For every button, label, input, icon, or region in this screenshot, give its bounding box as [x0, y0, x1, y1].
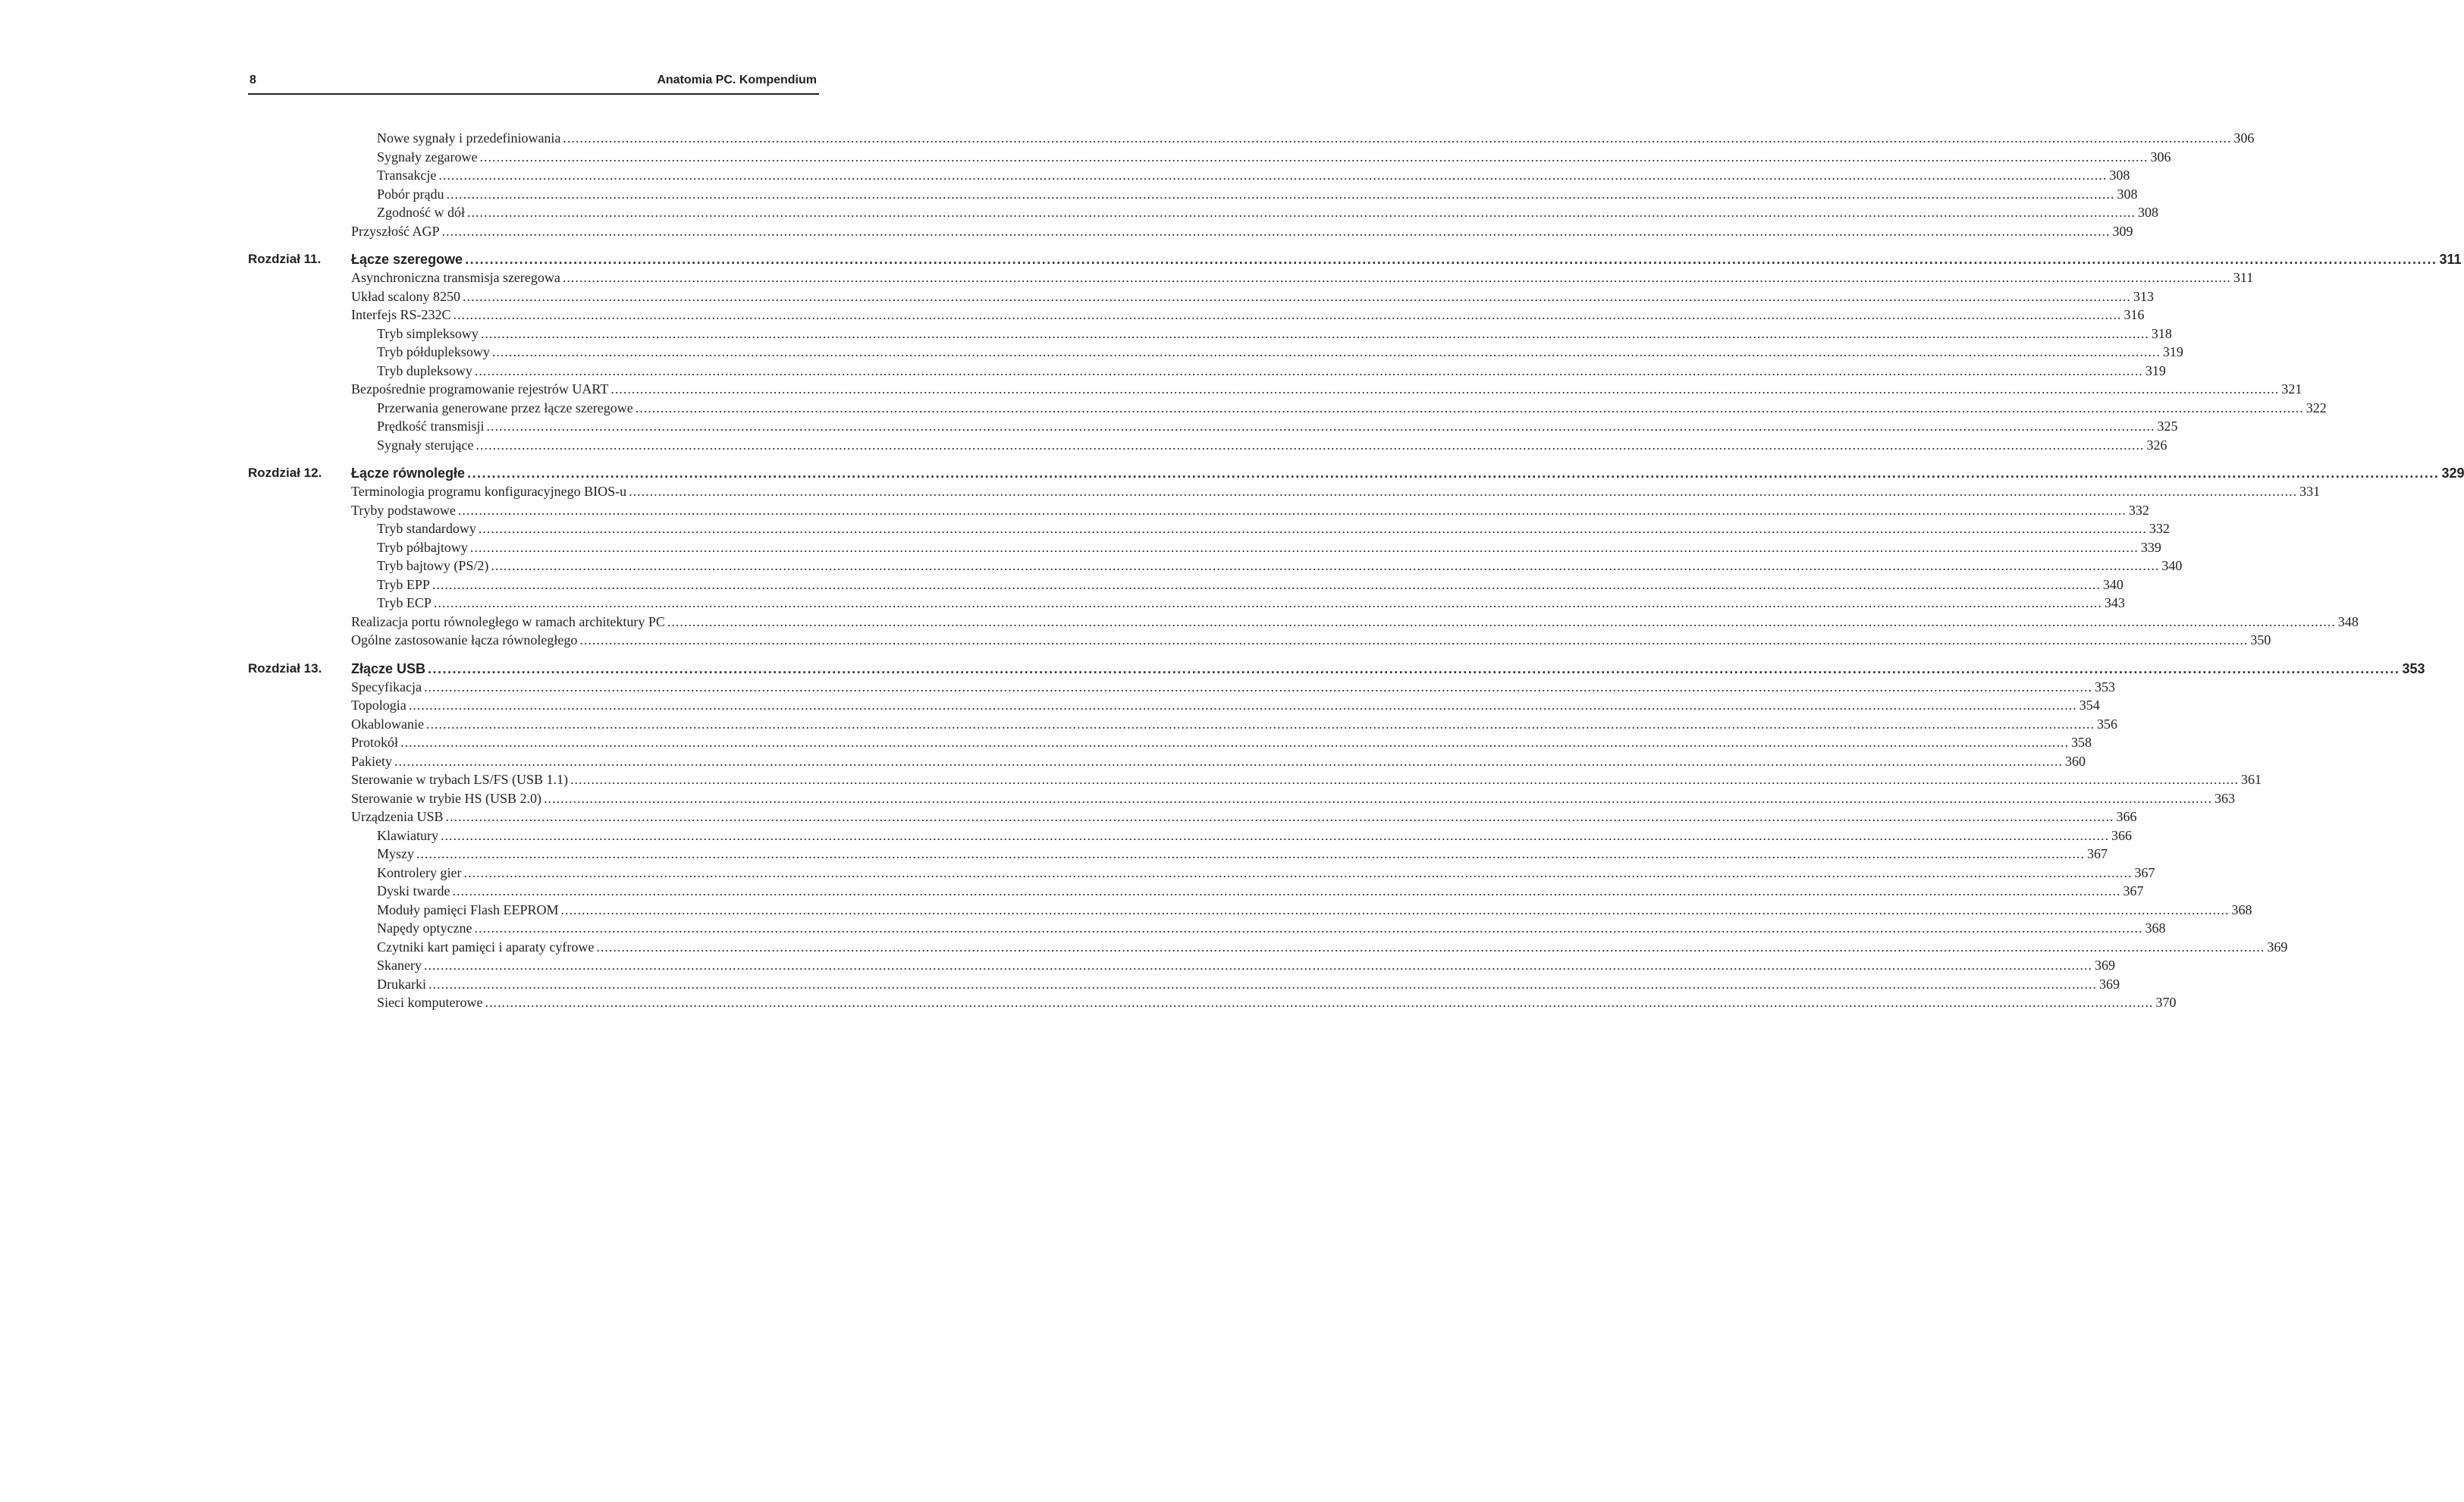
dot-leader: ................................................................................................................................................................................................................................................................................................................................................................................................................ — [463, 864, 2133, 880]
toc-entry-line — [377, 993, 2177, 1012]
dot-leader: ................................................................................................................................................................................................................................................................................................................................................................................................................ — [400, 735, 2070, 750]
entry-title: Łącze równoległe — [351, 466, 466, 481]
entry-title: Złącze USB — [351, 660, 426, 676]
chapter-label: Rozdział 11. — [248, 252, 322, 266]
toc-entry-line — [351, 770, 2262, 789]
toc-entry — [248, 519, 2170, 538]
dot-leader: ................................................................................................................................................................................................................................................................................................................................................................................................................ — [462, 288, 2131, 304]
toc-entry — [248, 594, 2125, 613]
entry-title: Skanery — [377, 958, 422, 973]
dot-leader: ................................................................................................................................................................................................................................................................................................................................................................................................................ — [486, 419, 2155, 434]
toc-entry-line — [377, 594, 2125, 613]
entry-title: Klawiatury — [377, 827, 438, 843]
page-ref: 368 — [2145, 920, 2166, 936]
dot-leader: ................................................................................................................................................................................................................................................................................................................................................................................................................ — [440, 827, 2109, 843]
page-ref: 308 — [2138, 205, 2158, 220]
chapter-heading — [248, 464, 2464, 482]
toc-entry-line — [377, 166, 2130, 185]
page-number: 8 — [250, 74, 256, 86]
page-ref: 370 — [2155, 995, 2177, 1010]
dot-leader: ................................................................................................................................................................................................................................................................................................................................................................................................................ — [560, 902, 2230, 917]
toc-entry-line — [351, 789, 2235, 808]
toc-entry-line — [351, 660, 2425, 678]
page-ref: 366 — [2116, 809, 2137, 824]
toc-entry — [248, 613, 2359, 632]
page-ref: 326 — [2146, 437, 2167, 453]
entry-title: Protokół — [351, 735, 399, 750]
dot-leader: ................................................................................................................................................................................................................................................................................................................................................................................................................ — [457, 502, 2127, 518]
page-ref: 306 — [2233, 130, 2255, 146]
entry-title: Układ scalony 8250 — [351, 288, 460, 304]
toc-entry-line — [377, 575, 2123, 594]
dot-leader: ................................................................................................................................................................................................................................................................................................................................................................................................................ — [445, 809, 2114, 824]
entry-title: Tryb dupleksowy — [377, 362, 472, 378]
dot-leader: ................................................................................................................................................................................................................................................................................................................................................................................................................ — [562, 270, 2231, 285]
page-ref: 340 — [2102, 576, 2123, 592]
dot-leader: ................................................................................................................................................................................................................................................................................................................................................................................................................ — [453, 307, 2122, 322]
dot-leader: ................................................................................................................................................................................................................................................................................................................................................................................................................ — [474, 362, 2143, 378]
entry-title: Kontrolery gier — [377, 864, 462, 880]
page-ref: 366 — [2111, 827, 2132, 843]
toc-entry — [248, 715, 2117, 734]
toc-entry-line — [377, 343, 2183, 362]
page-ref: 308 — [2109, 168, 2130, 183]
toc-entry-line — [377, 557, 2183, 575]
toc-entry-line — [377, 864, 2155, 883]
page-ref: 325 — [2157, 419, 2178, 434]
toc-entry-line — [351, 464, 2464, 482]
page-ref: 319 — [2162, 344, 2183, 359]
entry-title: Tryb standardowy — [377, 521, 476, 536]
toc-entry — [248, 203, 2158, 222]
page-ref: 350 — [2250, 632, 2271, 648]
page-ref: 343 — [2104, 595, 2125, 610]
page-ref: 319 — [2145, 362, 2166, 378]
entry-title: Tryby podstawowe — [351, 502, 456, 518]
dot-leader: ................................................................................................................................................................................................................................................................................................................................................................................................................ — [469, 539, 2139, 555]
dot-leader: ................................................................................................................................................................................................................................................................................................................................................................................................................ — [629, 484, 2298, 499]
toc-entry — [248, 166, 2130, 185]
entry-title: Ogólne zastosowanie łącza równoległego — [351, 632, 578, 648]
toc-entry — [248, 807, 2137, 826]
entry-title: Czytniki kart pamięci i aparaty cyfrowe — [377, 939, 595, 955]
entry-title: Sieci komputerowe — [377, 995, 483, 1010]
toc-entry — [248, 696, 2100, 715]
toc-entry — [248, 557, 2183, 575]
page-ref: 369 — [2098, 976, 2120, 992]
page-ref: 367 — [2087, 846, 2108, 861]
page-ref: 348 — [2337, 613, 2359, 629]
toc-entry — [248, 919, 2166, 938]
toc-entry — [248, 501, 2149, 520]
dot-leader: ................................................................................................................................................................................................................................................................................................................................................................................................................ — [416, 846, 2085, 861]
dot-leader: ................................................................................................................................................................................................................................................................................................................................................................................................................ — [467, 466, 2440, 481]
toc-entry-line — [377, 185, 2138, 204]
toc-entry-line — [351, 631, 2271, 650]
toc-entry-line — [377, 882, 2144, 901]
toc-entry-line — [351, 752, 2086, 771]
chapter-label: Rozdział 12. — [248, 466, 322, 480]
entry-title: Myszy — [377, 846, 414, 861]
page-ref: 329 — [2441, 466, 2464, 481]
dot-leader: ................................................................................................................................................................................................................................................................................................................................................................................................................ — [446, 186, 2115, 202]
toc-entry — [248, 148, 2171, 167]
dot-leader: ................................................................................................................................................................................................................................................................................................................................................................................................................ — [474, 920, 2143, 936]
entry-title: Tryb EPP — [377, 576, 430, 592]
page-ref: 318 — [2151, 325, 2172, 341]
entry-title: Prędkość transmisji — [377, 419, 485, 434]
dot-leader: ................................................................................................................................................................................................................................................................................................................................................................................................................ — [478, 521, 2147, 536]
dot-leader: ................................................................................................................................................................................................................................................................................................................................................................................................................ — [667, 613, 2336, 629]
dot-leader: ................................................................................................................................................................................................................................................................................................................................................................................................................ — [408, 698, 2077, 713]
entry-title: Tryb bajtowy (PS/2) — [377, 558, 489, 573]
toc-entry — [248, 287, 2154, 306]
entry-title: Nowe sygnały i przedefiniowania — [377, 130, 561, 146]
entry-title: Sterowanie w trybie HS (USB 2.0) — [351, 790, 541, 806]
toc-entry-line — [351, 268, 2254, 287]
page-ref: 308 — [2117, 186, 2138, 202]
page-ref: 367 — [2134, 864, 2155, 880]
toc-entry — [248, 538, 2161, 557]
entry-title: Topologia — [351, 698, 406, 713]
toc-entry-line — [377, 325, 2172, 343]
toc-entry — [248, 826, 2132, 845]
entry-title: Transakcje — [377, 168, 437, 183]
page-ref: 353 — [2094, 679, 2115, 695]
toc-entry-line — [377, 399, 2327, 418]
entry-title: Pakiety — [351, 753, 392, 769]
toc-entry-line — [377, 938, 2288, 957]
page-ref: 306 — [2150, 149, 2171, 165]
toc-entry — [248, 864, 2155, 883]
entry-title: Okablowanie — [351, 716, 424, 732]
page-ref: 353 — [2402, 660, 2425, 676]
entry-title: Tryb półdupleksowy — [377, 344, 490, 359]
toc-entry-line — [377, 919, 2166, 938]
toc-entry-line — [351, 715, 2117, 734]
page-ref: 340 — [2161, 558, 2183, 573]
dot-leader: ................................................................................................................................................................................................................................................................................................................................................................................................................ — [570, 772, 2239, 787]
dot-leader: ................................................................................................................................................................................................................................................................................................................................................................................................................ — [433, 595, 2102, 610]
toc-entry — [248, 733, 2092, 752]
dot-leader: ................................................................................................................................................................................................................................................................................................................................................................................................................ — [428, 976, 2097, 992]
toc-entry-line — [377, 845, 2108, 864]
toc-entry — [248, 129, 2255, 148]
toc-entry-line — [377, 538, 2161, 557]
toc-entry-line — [351, 250, 2462, 268]
toc-entry — [248, 362, 2166, 381]
toc-entry — [248, 436, 2167, 455]
page-ref: 332 — [2149, 521, 2170, 536]
page-ref: 367 — [2123, 883, 2144, 898]
dot-leader: ................................................................................................................................................................................................................................................................................................................................................................................................................ — [491, 558, 2160, 573]
entry-title: Łącze szeregowe — [351, 252, 463, 267]
toc-entry-line — [351, 807, 2137, 826]
page-ref: 358 — [2071, 735, 2092, 750]
dot-leader: ................................................................................................................................................................................................................................................................................................................................................................................................................ — [423, 958, 2092, 973]
dot-leader: ................................................................................................................................................................................................................................................................................................................................................................................................................ — [432, 576, 2101, 592]
page-ref: 311 — [2233, 270, 2254, 285]
toc-entry-line — [351, 613, 2359, 632]
dot-leader: ................................................................................................................................................................................................................................................................................................................................................................................................................ — [491, 344, 2161, 359]
dot-leader: ................................................................................................................................................................................................................................................................................................................................................................................................................ — [452, 883, 2121, 898]
toc-entry-line — [377, 901, 2252, 920]
entry-title: Tryb ECP — [377, 595, 432, 610]
dot-leader: ................................................................................................................................................................................................................................................................................................................................................................................................................ — [485, 995, 2154, 1010]
toc-entry-line — [377, 826, 2132, 845]
toc-entry — [248, 882, 2144, 901]
dot-leader: ................................................................................................................................................................................................................................................................................................................................................................................................................ — [563, 130, 2232, 146]
page-header — [248, 71, 819, 95]
dot-leader: ................................................................................................................................................................................................................................................................................................................................................................................................................ — [476, 437, 2145, 453]
toc-entry-line — [351, 380, 2302, 399]
toc-entry — [248, 268, 2254, 287]
toc-entry — [248, 325, 2172, 343]
toc-entry-line — [351, 482, 2321, 501]
toc-entry — [248, 399, 2327, 418]
entry-title: Bezpośrednie programowanie rejestrów UART — [351, 381, 609, 397]
page-ref: 368 — [2231, 902, 2252, 917]
toc-entry-line — [351, 306, 2145, 325]
dot-leader: ................................................................................................................................................................................................................................................................................................................................................................................................................ — [438, 168, 2108, 183]
toc-entry — [248, 631, 2271, 650]
entry-title: Specyfikacja — [351, 679, 422, 695]
toc-entry-line — [377, 129, 2255, 148]
toc-entry-line — [351, 678, 2115, 697]
toc-entry-line — [351, 222, 2133, 241]
toc-entry-line — [351, 287, 2154, 306]
toc-entry-line — [377, 417, 2178, 436]
toc-entry — [248, 678, 2115, 697]
toc-entry — [248, 789, 2235, 808]
chapter-heading — [248, 660, 2425, 678]
toc-entry-line — [351, 501, 2149, 520]
page-ref: 354 — [2079, 698, 2100, 713]
entry-title: Drukarki — [377, 976, 426, 992]
toc-entry — [248, 901, 2252, 920]
page-ref: 322 — [2305, 400, 2327, 415]
entry-title: Asynchroniczna transmisja szeregowa — [351, 270, 560, 285]
dot-leader: ................................................................................................................................................................................................................................................................................................................................................................................................................ — [596, 939, 2265, 955]
entry-title: Urządzenia USB — [351, 809, 444, 824]
entry-title: Dyski twarde — [377, 883, 450, 898]
dot-leader: ................................................................................................................................................................................................................................................................................................................................................................................................................ — [465, 252, 2437, 267]
toc-entry — [248, 343, 2183, 362]
dot-leader: ................................................................................................................................................................................................................................................................................................................................................................................................................ — [425, 716, 2095, 732]
entry-title: Przyszłość AGP — [351, 223, 440, 239]
page-ref: 331 — [2299, 484, 2321, 499]
toc-entry — [248, 770, 2262, 789]
toc-entry-line — [377, 519, 2170, 538]
entry-title: Realizacja portu równoległego w ramach architektury PC — [351, 613, 665, 629]
page-ref: 332 — [2128, 502, 2149, 518]
chapter-heading — [248, 250, 2462, 268]
toc-entry — [248, 417, 2178, 436]
entry-title: Pobór prądu — [377, 186, 444, 202]
toc-entry — [248, 938, 2288, 957]
page-ref: 369 — [2094, 958, 2115, 973]
page-ref: 313 — [2133, 288, 2154, 304]
toc-entry-line — [377, 956, 2115, 975]
toc-entry — [248, 956, 2115, 975]
entry-title: Moduły pamięci Flash EEPROM — [377, 902, 559, 917]
dot-leader: ................................................................................................................................................................................................................................................................................................................................................................................................................ — [635, 400, 2304, 415]
entry-title: Sygnały zegarowe — [377, 149, 478, 165]
toc-entry — [248, 993, 2177, 1012]
entry-title: Sygnały sterujące — [377, 437, 474, 453]
page-ref: 356 — [2096, 716, 2117, 732]
dot-leader: ................................................................................................................................................................................................................................................................................................................................................................................................................ — [611, 381, 2280, 397]
toc-entry — [248, 575, 2123, 594]
dot-leader: ................................................................................................................................................................................................................................................................................................................................................................................................................ — [479, 149, 2149, 165]
dot-leader: ................................................................................................................................................................................................................................................................................................................................................................................................................ — [467, 205, 2136, 220]
toc-entry — [248, 185, 2138, 204]
dot-leader: ................................................................................................................................................................................................................................................................................................................................................................................................................ — [428, 660, 2400, 676]
entry-title: Przerwania generowane przez łącze szeregowe — [377, 400, 633, 415]
page-ref: 321 — [2281, 381, 2302, 397]
page-ref: 369 — [2267, 939, 2288, 955]
toc-entry — [248, 845, 2108, 864]
dot-leader: ................................................................................................................................................................................................................................................................................................................................................................................................................ — [423, 679, 2092, 695]
toc-entry-line — [351, 733, 2092, 752]
entry-title: Sterowanie w trybach LS/FS (USB 1.1) — [351, 772, 568, 787]
chapter-label: Rozdział 13. — [248, 660, 322, 676]
page-ref: 311 — [2439, 252, 2462, 267]
toc-entry — [248, 482, 2321, 501]
table-of-contents — [248, 129, 2464, 1012]
toc-entry — [248, 752, 2086, 771]
page-ref: 316 — [2123, 307, 2145, 322]
page-ref: 363 — [2214, 790, 2235, 806]
toc-entry-line — [377, 436, 2167, 455]
page-ref: 361 — [2240, 772, 2262, 787]
page-ref: 360 — [2065, 753, 2086, 769]
dot-leader: ................................................................................................................................................................................................................................................................................................................................................................................................................ — [543, 790, 2212, 806]
toc-entry-line — [377, 975, 2120, 994]
toc-entry — [248, 380, 2302, 399]
running-title: Anatomia PC. Kompendium — [657, 74, 817, 86]
entry-title: Zgodność w dół — [377, 205, 465, 220]
entry-title: Napędy optyczne — [377, 920, 472, 936]
toc-entry — [248, 306, 2145, 325]
toc-entry-line — [377, 148, 2171, 167]
dot-leader: ................................................................................................................................................................................................................................................................................................................................................................................................................ — [480, 325, 2149, 341]
dot-leader: ................................................................................................................................................................................................................................................................................................................................................................................................................ — [394, 753, 2063, 769]
entry-title: Tryb simpleksowy — [377, 325, 479, 341]
entry-title: Terminologia programu konfiguracyjnego BIOS-u — [351, 484, 627, 499]
page-ref: 309 — [2112, 223, 2133, 239]
toc-entry — [248, 222, 2133, 241]
entry-title: Tryb półbajtowy — [377, 539, 468, 555]
toc-entry-line — [351, 696, 2100, 715]
page-ref: 339 — [2140, 539, 2161, 555]
dot-leader: ................................................................................................................................................................................................................................................................................................................................................................................................................ — [579, 632, 2249, 648]
entry-title: Interfejs RS-232C — [351, 307, 451, 322]
dot-leader: ................................................................................................................................................................................................................................................................................................................................................................................................................ — [441, 223, 2111, 239]
toc-entry — [248, 975, 2120, 994]
toc-entry-line — [377, 203, 2158, 222]
toc-entry-line — [377, 362, 2166, 381]
